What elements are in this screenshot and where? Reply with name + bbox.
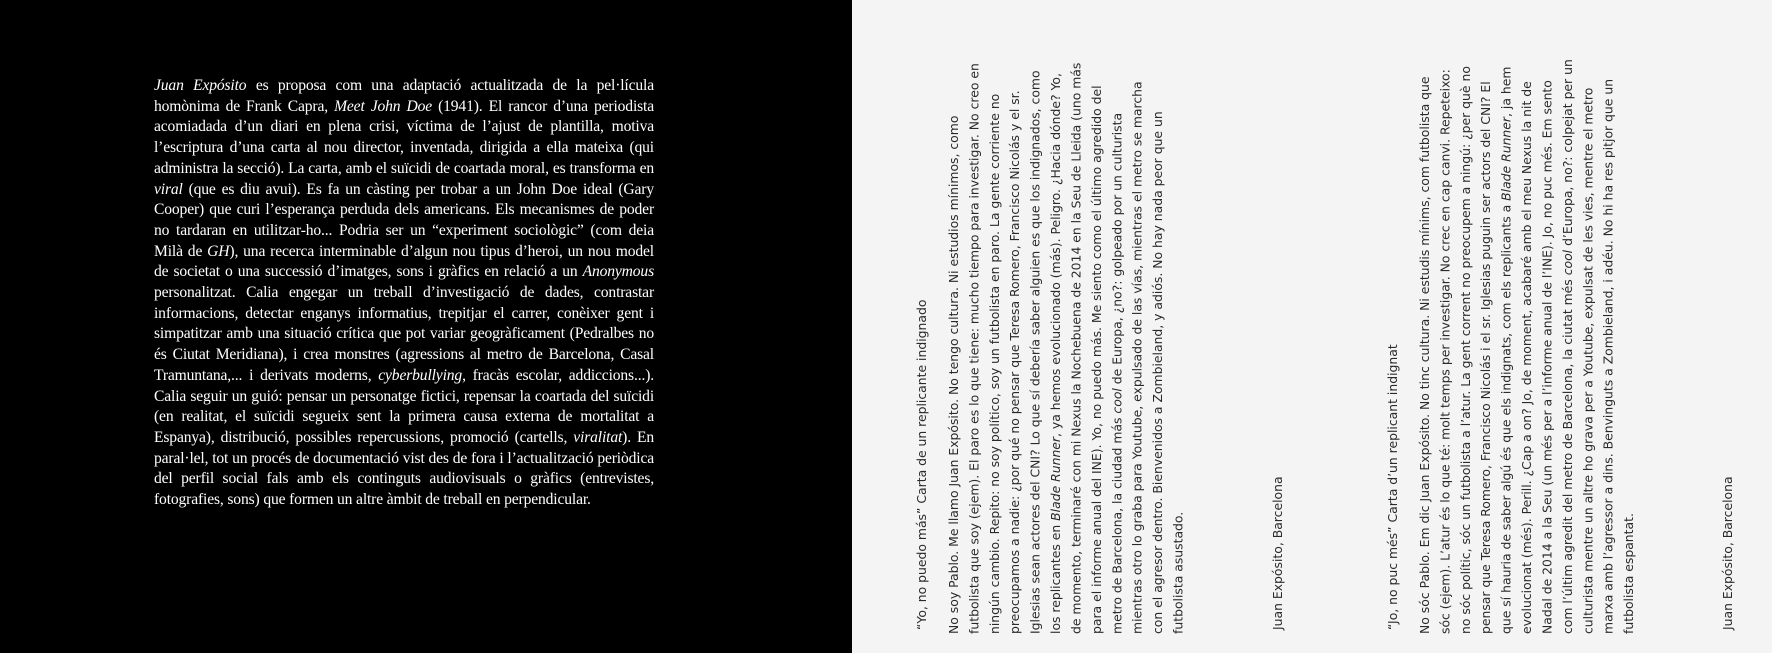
letter-ca-body: No sóc Pablo. Em dic Juan Expósito. No tinc cultura. Ni estudis mínims, com futbolista que sóc (ejem). L’atur és lo que té: molt temps per investigar. No crec en cap canvi. Repeteixo: no sóc polític, sóc un futbolista a l’atur. La gent corrent no preocupem a ningú: ¿per què no pensar que Teresa Romero, Francisco Nicolás i el sr. Iglesias puguin ser actors del CNI? El que sí hauria de saber algú és que els indignats, com els replicants a Blade Runner, ja hem evolucionat (més). Perill. ¿Cap a on? Jo, de moment, acabaré amb el meu Nexus la nit de Nadal de 2014 a la Seu (un més per a l’informe anual de l’INE). Jo, no puc més. Em sento com l’últim agredit del metro de Barcelona, la ciutat més cool d’Europa, no?: colpejat per un culturista mentre un altre ho grava per a Youtube, expulsat de les vies, mentre el metro marxa amb l’agressor a dins. Benvinguts a Zombieland, i adéu. No hi ha res pitjor que un futbolista espantat. <box>1417 59 1637 634</box>
essay-title-italic: Juan Expósito <box>154 77 247 94</box>
essay-text: Juan Expósito es proposa com una adaptació actualitzada de la pel·lícula homònima de Frank Capra, Meet John Doe (1941). El rancor d’una periodista acomiadada d’un diari en plena crisi, víctima de l’ajust de plantilla, motiva l’escriptura d’una carta al nou director, inventada, dirigida a ella mateixa (qui administra la secció). La carta, amb el suïcidi de coartada moral, es transforma en viral (que es diu avui). Es fa un càsting per trobar a un John Doe ideal (Gary Cooper) que curi l’esperança perduda dels americans. Els mecanismes de poder no tardaran en utilitzar-ho... Podria ser un “experiment sociològic” (com deia Milà de GH), una recerca interminable d’algun nou tipus d’heroi, un nou model de societat o una successió d’imatges, sons i gràfics en relació a un Anonymous personalitzat. Calia engegar un treball d’investigació de dades, contrastar informacions, detectar enganys informatius, trepitjar el carrer, conèixer gent i simpatitzar amb una situació crítica que pot variar geogràficament (Pedralbes no és Ciutat Meridiana), i crea monstres (agressions al metro de Barcelona, Casal Tramuntana,... i derivats moderns, cyberbullying, fracàs escolar, addiccions...). Calia seguir un guió: pensar un personatge fictici, repensar la coartada del suïcidi (en realitat, el suïcidi segueix sent la primera causa externa de mortalitat a Espanya), distribució, possibles repercussions, promoció (cartells, viralitat). En paral·lel, tot un procés de documentació vist des de fora i l’actualització periòdica del perfil social fals amb els continguts audiovisuals o gràfics (entrevistes, fotografies, sons) que formen un altre àmbit de treball en perpendicular. <box>154 77 655 509</box>
letter-es-signature: Juan Expósito, Barcelona <box>1270 476 1285 630</box>
letter-es-body: No soy Pablo. Me llamo Juan Expósito. No tengo cultura. Ni estudios mínimos, como futbolista que soy (ejem). El paro es lo que tiene: mucho tiempo para investigar. No creo en ningún cambio. Repito: no soy político, soy un futbolista en paro. La gente corriente no preocupamos a nadie: ¿por qué no pensar que Teresa Romero, Francisco Nicolás y el sr. Iglesias sean actores del CNI? Lo que sí debería saber alguien es que los indignados, como los replicantes en Blade Runner, ya hemos evolucionado (más). Peligro. ¿Hacia dónde? Yo, de momento, terminaré con mi Nexus la Nochebuena de 2014 en la Seu de Lleida (uno más para el informe anual del INE). Yo, no puedo más. Me siento como el último agredido del metro de Barcelona, la ciudad más cool de Europa, ¿no?: golpeado por un culturista mientras otro lo graba para Youtube, expulsado de las vías, mientras el metro se marcha con el agresor dentro. Bienvenidos a Zombieland, y adiós. No hay nada peor que un futbolista asustado. <box>946 62 1186 634</box>
letter-ca-signature: Juan Expósito, Barcelona <box>1720 476 1735 630</box>
essay-panel <box>0 0 852 653</box>
letter-ca-title: “Jo, no puc més” Carta d’un replicant indignat <box>1385 344 1400 630</box>
letter-es-title: “Yo, no puedo más” Carta de un replicante indignado <box>914 299 929 630</box>
